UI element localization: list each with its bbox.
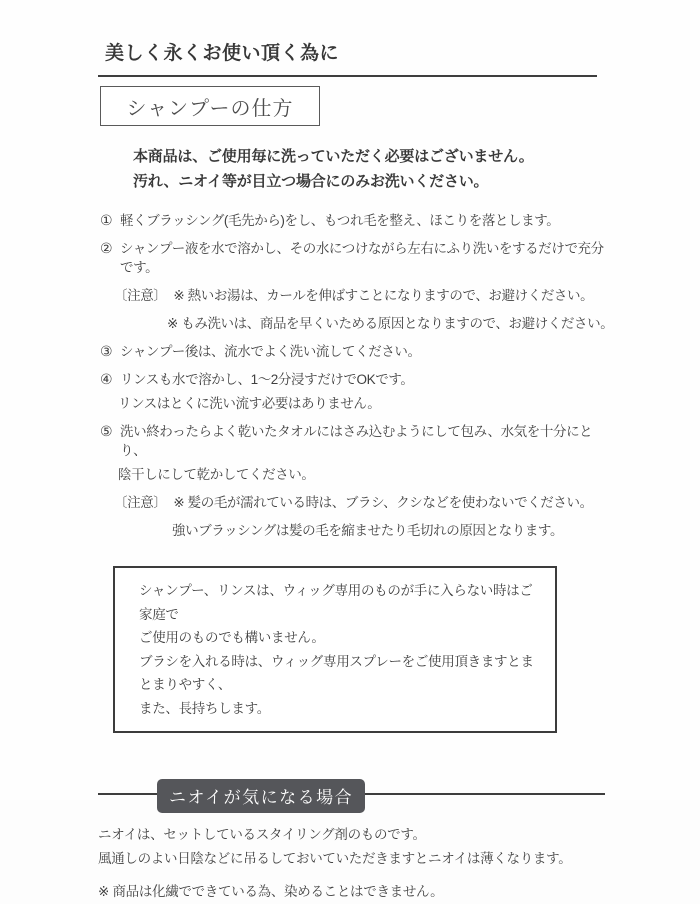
odor-line-2: 風通しのよい日陰などに吊るしておいていただきますとニオイは薄くなります。 (98, 851, 572, 866)
odor-section-heading: ニオイが気になる場合 (157, 779, 365, 813)
step-5-continuation (118, 465, 615, 484)
intro-paragraph (133, 144, 615, 194)
tip-line-1: シャンプー、リンスは、ウィッグ専用のものが手に入らない時はご家庭で (139, 583, 533, 622)
step-3-number: ③ (100, 343, 113, 359)
shampoo-section-heading: シャンプーの仕方 (100, 86, 320, 126)
page-title: 美しく永くお使い頂く為に (105, 43, 340, 64)
step-5-text: 洗い終わったらよく乾いたタオルにはさみ込むようにして包み、水気を十分にとり、 (120, 424, 593, 458)
caution-2-line-1 (100, 493, 615, 512)
caution-2-text-2: 強いブラッシングは髪の毛を縮ませたり毛切れの原因となります。 (172, 523, 564, 538)
intro-line-1: 本商品は、ご使用毎に洗っていただく必要はございません。 (133, 148, 534, 165)
tip-line-4: また、長持ちします。 (139, 700, 270, 716)
caution-2-line-2 (100, 521, 615, 540)
step-5-cont-text: 陰干しにして乾かしてください。 (118, 467, 315, 482)
step-3-text: シャンプー後は、流水でよく洗い流してください。 (120, 344, 421, 359)
caution-1-line-2 (100, 314, 615, 333)
dye-warning-note: ※ 商品は化繊でできている為、染めることはできません。 (98, 884, 444, 899)
step-4-text: リンスも水で溶かし、1〜2分浸すだけでOKです。 (120, 372, 414, 387)
caution-1-text-2: ※ もみ洗いは、商品を早くいためる原因となりますので、お避けください。 (167, 316, 614, 331)
shampoo-steps-list (100, 211, 615, 540)
step-1-number: ① (100, 212, 113, 228)
intro-line-2: 汚れ、ニオイ等が目立つ場合にのみお洗いください。 (133, 173, 489, 190)
step-5 (100, 422, 615, 460)
tip-line-3: ブラシを入れる時は、ウィッグ専用スプレーをご使用頂きますとまとまりやすく、 (139, 653, 534, 692)
step-5-number: ⑤ (100, 423, 113, 439)
step-2 (100, 239, 615, 277)
tip-line-2: ご使用のものでも構いません。 (139, 630, 325, 645)
caution-2-text-1: ※ 髪の毛が濡れている時は、ブラシ、クシなどを使わないでください。 (173, 495, 593, 510)
tip-note-box (113, 566, 557, 733)
title-underline (98, 75, 597, 77)
step-1 (100, 211, 615, 230)
odor-line-1: ニオイは、セットしているスタイリング剤のものです。 (98, 827, 426, 842)
step-4 (100, 370, 615, 389)
caution-1-text-1: ※ 熱いお湯は、カールを伸ばすことになりますので、お避けください。 (173, 288, 594, 303)
caution-1-label: 〔注意〕 (114, 288, 167, 303)
odor-section-divider (100, 779, 615, 810)
odor-paragraph (98, 823, 615, 871)
step-2-number: ② (100, 240, 113, 256)
step-3 (100, 342, 615, 361)
step-2-text: シャンプー液を水で溶かし、その水につけながら左右にふり洗いをするだけで充分です。 (120, 241, 604, 275)
step-4-number: ④ (100, 371, 113, 387)
caution-2-label: 〔注意〕 (114, 495, 167, 510)
step-1-text: 軽くブラッシング(毛先から)をし、もつれ毛を整え、ほこりを落とします。 (120, 213, 560, 228)
step-4-continuation (118, 394, 615, 413)
caution-1-line-1 (100, 286, 615, 305)
step-4-cont-text: リンスはとくに洗い流す必要はありません。 (118, 396, 381, 411)
